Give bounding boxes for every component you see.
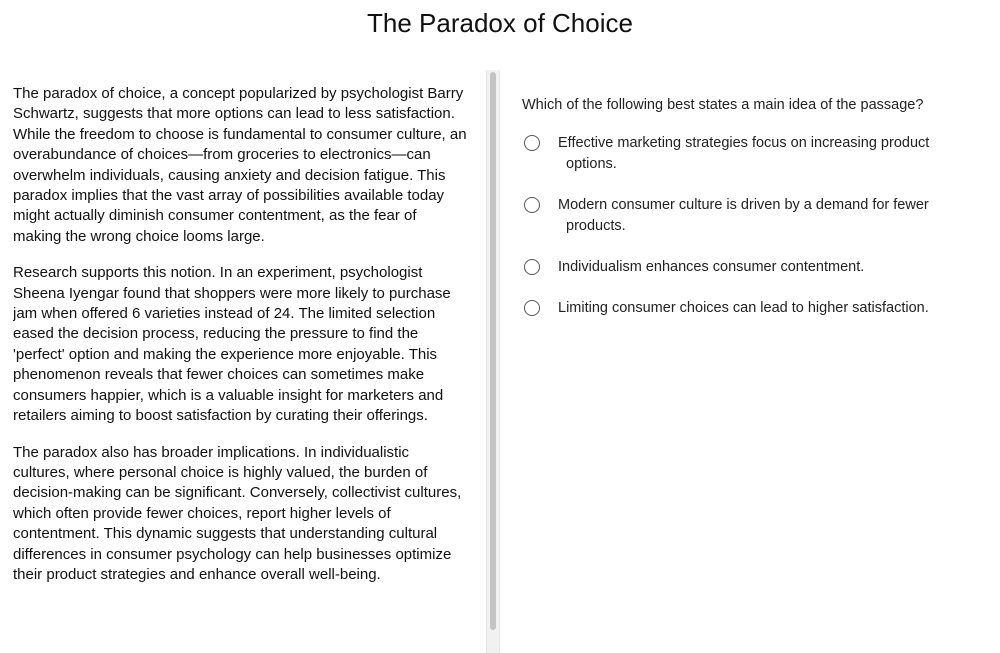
answer-option-text <box>558 257 992 278</box>
question-pane <box>522 95 992 339</box>
answer-option-line: options. <box>566 156 617 172</box>
question-stem: Which of the following best states a main idea of the passage? <box>522 97 924 113</box>
answer-option-b[interactable] <box>522 195 992 237</box>
passage-paragraph: The paradox also has broader implications. In individualistic cultures, where personal choice is highly valued, the burden of decision-making can be significant. Conversely, collectivist cultures, which often provide fewer choices, report higher levels of contentment. This dynamic suggests that understanding cultural differences in consumer psychology can help businesses optimize their product strategies and enhance overall well-being. <box>13 443 462 583</box>
passage-pane[interactable] <box>13 84 468 649</box>
answer-option-line: Modern consumer culture is driven by a demand for fewer <box>558 197 929 213</box>
answer-option-line: Individualism enhances consumer contentment. <box>558 259 865 275</box>
answer-option-text <box>558 133 992 175</box>
radio-button-icon[interactable] <box>524 300 540 316</box>
radio-button-icon[interactable] <box>524 197 540 213</box>
answer-option-line: products. <box>566 218 626 234</box>
answer-option-line: Limiting consumer choices can lead to higher satisfaction. <box>558 300 929 316</box>
answer-option-d[interactable] <box>522 298 992 319</box>
answer-option-c[interactable] <box>522 257 992 278</box>
page-title: The Paradox of Choice <box>367 8 633 38</box>
passage-paragraph: Research supports this notion. In an experiment, psychologist Sheena Iyengar found that shoppers were more likely to purchase jam when offered 6 varieties instead of 24. The limited selection eased the decision process, reducing the pressure to find the 'perfect' option and making the experience more enjoyable. This phenomenon reveals that fewer choices can sometimes make consumers happier, which is a valuable insight for marketers and retailers aiming to boost satisfaction by curating their offerings. <box>13 264 451 425</box>
answer-option-line: Effective marketing strategies focus on increasing product <box>558 135 930 151</box>
answer-option-a[interactable] <box>522 133 992 175</box>
scrollbar-thumb[interactable] <box>490 72 496 630</box>
passage-paragraph: The paradox of choice, a concept popularized by psychologist Barry Schwartz, suggests that more options can lead to less satisfaction. While the freedom to choose is fundamental to consumer culture, an overabundance of choices—from groceries to electronics—can overwhelm individuals, causing anxiety and decision fatigue. This paradox implies that the vast array of possibilities available today might actually diminish consumer contentment, as the fear of making the wrong choice looms large. <box>13 85 467 245</box>
radio-button-icon[interactable] <box>524 135 540 151</box>
radio-button-icon[interactable] <box>524 259 540 275</box>
answer-option-text <box>558 195 992 237</box>
answer-option-text <box>558 298 992 319</box>
pane-divider-scrollbar[interactable] <box>486 70 500 653</box>
